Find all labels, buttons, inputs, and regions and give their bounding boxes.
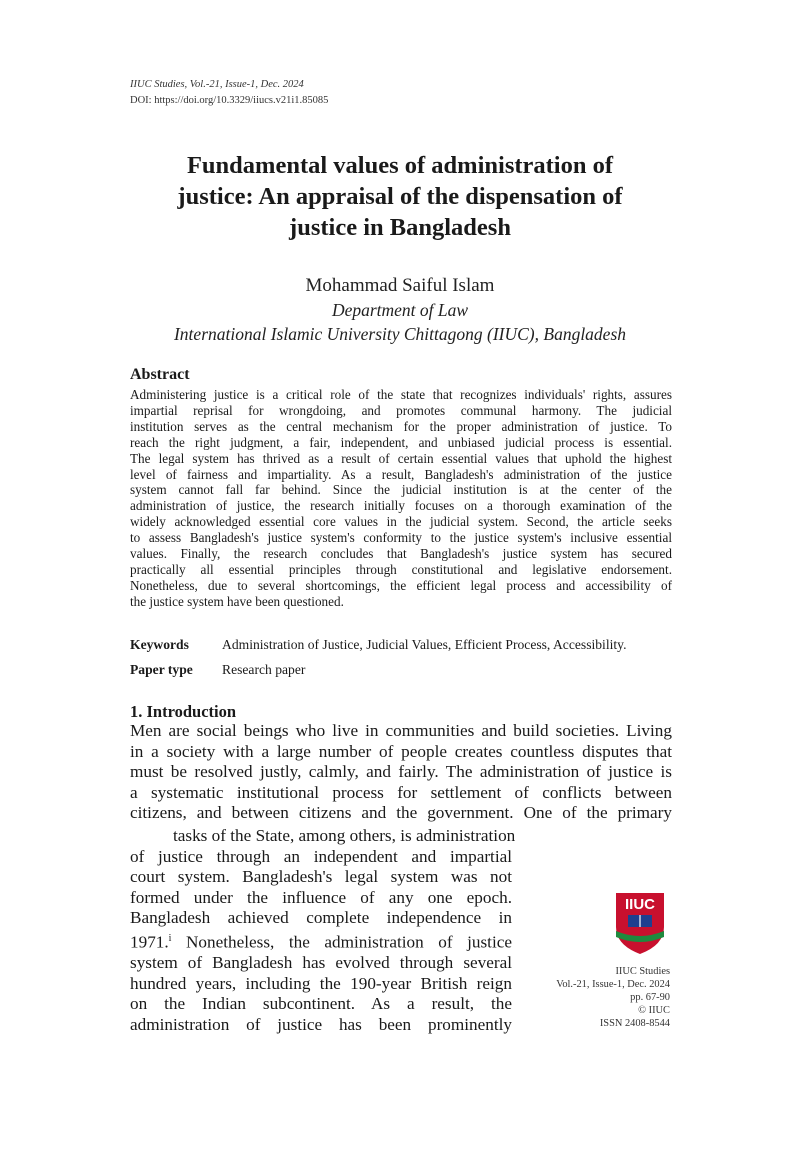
abstract-line: impartial reprisal for wrongdoing, and promotes communal harmony. The judicial (130, 402, 672, 418)
abstract-line: reach the right judgment, a fair, independent, and unbiased judicial process is essential. (130, 434, 672, 450)
iiuc-logo-icon (613, 891, 667, 957)
abstract-line: The legal system has thrived as a result of certain essential values that uphold the highest (130, 450, 672, 466)
author-name: Mohammad Saiful Islam (305, 275, 495, 296)
paper-type-label: Paper type (130, 662, 193, 677)
title-line: justice in Bangladesh (289, 214, 511, 241)
sidebar-pages: pp. 67-90 (630, 992, 670, 1003)
intro-line: of justice through an independent and impartial (130, 846, 512, 866)
logo-text: IIUC (625, 896, 655, 913)
intro-line: administration of justice has been prominently (130, 1015, 512, 1035)
abstract-line: Administering justice is a critical role of the state that recognizes individuals' rights, assures (130, 387, 672, 402)
abstract-heading: Abstract (130, 366, 190, 383)
keywords-row (130, 637, 626, 653)
sidebar-issn: ISSN 2408-8544 (599, 1018, 670, 1029)
journal-citation: IIUC Studies, Vol.-21, Issue-1, Dec. 2024 (130, 79, 304, 90)
abstract-line: widely acknowledged essential core values in the judicial system. Second, the article seeks (130, 514, 672, 530)
author-department: Department of Law (331, 300, 469, 320)
intro-line: in a society with a large number of people creates countless disputes that (130, 741, 672, 761)
intro-line: Bangladesh achieved complete independence in (130, 908, 512, 928)
intro-line: system of Bangladesh has evolved through several (130, 953, 512, 973)
intro-line: a systematic institutional process for settlement of conflicts between (130, 782, 672, 802)
intro-line: court system. Bangladesh's legal system was not (130, 867, 512, 887)
introduction-body (130, 721, 672, 824)
abstract-line: institution serves as the central mechanism for the proper administration of justice. To (130, 418, 672, 434)
intro-line: must be resolved justly, calmly, and fairly. The administration of justice is (130, 762, 672, 782)
paper-type-value: Research paper (222, 662, 306, 677)
abstract-body (130, 387, 672, 610)
keywords-label: Keywords (130, 637, 189, 652)
introduction-heading: 1. Introduction (130, 702, 237, 721)
abstract-line: level of fairness and impartiality. As a result, Bangladesh's administration of the justice (130, 466, 672, 482)
keywords-value: Administration of Justice, Judicial Values, Efficient Process, Accessibility. (222, 637, 627, 652)
intro-line: formed under the influence of any one epoch. (130, 887, 512, 907)
sidebar-journal-name: IIUC Studies (615, 966, 670, 977)
intro-line: hundred years, including the 190-year British reign (130, 973, 512, 993)
abstract-line: values. Finally, the research concludes that Bangladesh's justice system has secured (130, 546, 672, 562)
sidebar-copyright: © IIUC (638, 1005, 670, 1016)
journal-sidebar (530, 965, 670, 1030)
paper-title (130, 150, 670, 243)
introduction-body-wrapped (130, 826, 516, 1036)
abstract-line: system cannot fall far behind. Since the judicial institution is at the center of the (130, 482, 672, 498)
doi-line: DOI: https://doi.org/10.3329/iiucs.v21i1.85085 (130, 95, 329, 106)
intro-line: on the Indian subcontinent. As a result, the (130, 994, 512, 1014)
footnote-marker[interactable]: i (168, 932, 172, 944)
intro-line: Men are social beings who live in communities and build societies. Living (130, 721, 672, 740)
title-line: justice: An appraisal of the dispensation of (177, 183, 623, 210)
author-institution: International Islamic University Chittagong (IIUC), Bangladesh (173, 324, 627, 344)
abstract-line: to assess Bangladesh's justice system's conformity to the justice system's inclusive essential (130, 530, 672, 546)
intro-line: tasks of the State, among others, is administration (173, 826, 516, 845)
abstract-line: Nonetheless, due to several shortcomings, the efficient legal process and accessibility of (130, 577, 672, 593)
intro-text: 1971. (130, 932, 169, 952)
abstract-line: practically all essential principles through constitutional and legislative endorsement. (130, 561, 672, 577)
abstract-line: administration of justice, the research initially focuses on a thorough examination of the (130, 498, 672, 514)
title-line: Fundamental values of administration of (186, 152, 614, 179)
paper-type-row (130, 662, 305, 678)
intro-line: citizens, and between citizens and the government. One of the primary (130, 803, 672, 823)
sidebar-issue: Vol.-21, Issue-1, Dec. 2024 (556, 979, 670, 990)
intro-line-with-footnote (130, 929, 512, 953)
intro-text: Nonetheless, the administration of justice (171, 932, 512, 952)
abstract-line: the justice system have been questioned. (130, 593, 344, 609)
